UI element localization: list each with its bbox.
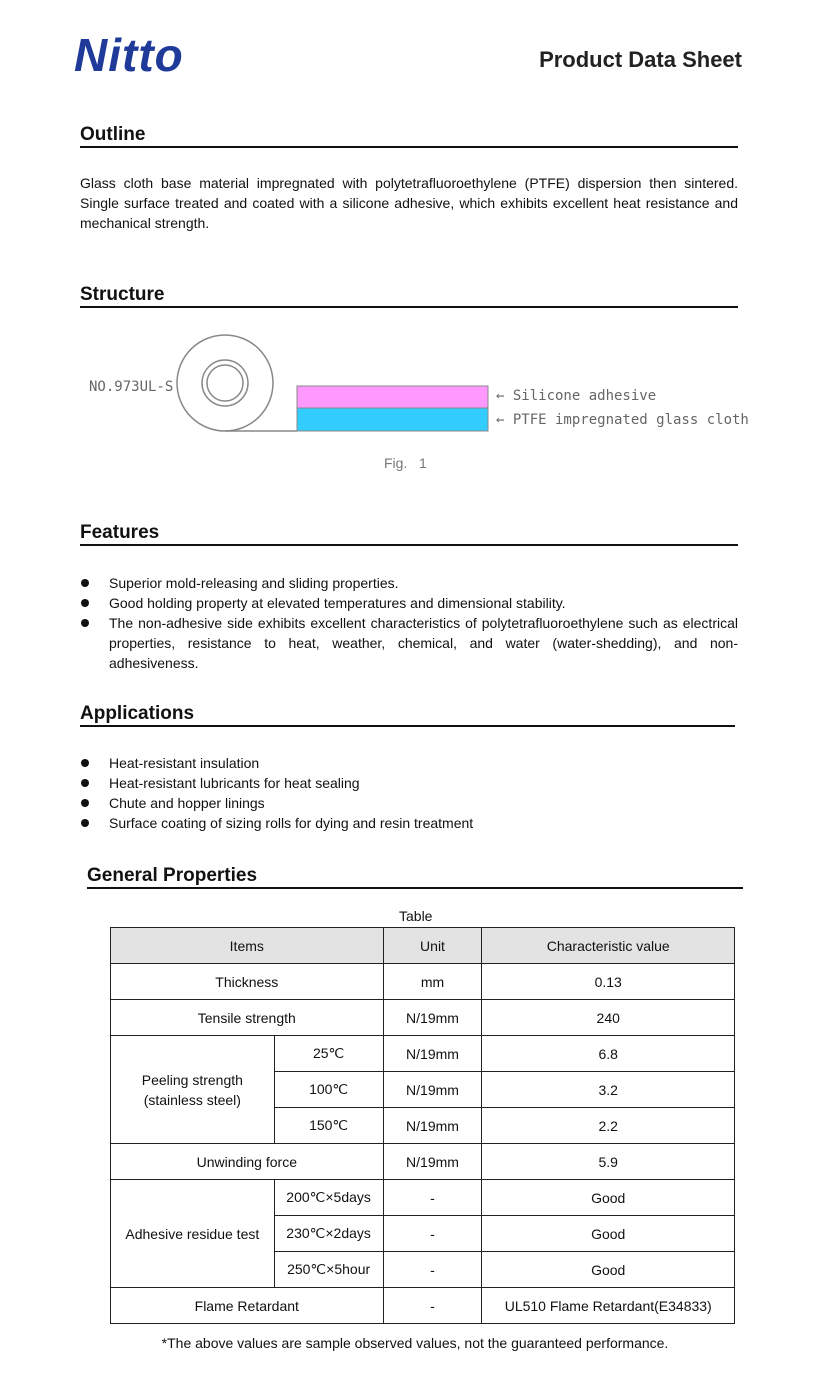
row-unit: N/19mm	[383, 1000, 482, 1036]
row-value: Good	[482, 1180, 735, 1216]
row-condition: 200℃×5days	[274, 1180, 383, 1216]
features-heading: Features	[80, 522, 738, 546]
table-row	[111, 1288, 735, 1324]
ptfe-cloth-label: ← PTFE impregnated glass cloth	[496, 412, 749, 428]
peeling-label	[111, 1036, 275, 1144]
roll-outer-ring	[177, 335, 273, 431]
row-value: 6.8	[482, 1036, 735, 1072]
page-title: Product Data Sheet	[539, 47, 742, 72]
table-row	[111, 1036, 735, 1072]
table-caption: Table	[399, 908, 433, 924]
row-value: UL510 Flame Retardant(E34833)	[482, 1288, 735, 1324]
outline-text: Glass cloth base material impregnated with polytetrafluoroethylene (PTFE) dispersion then sintered. Single surface treated and coated with a silicone adhesive, which exhibits excellent heat resistance and mechanical strength.	[80, 175, 738, 231]
row-unit: -	[383, 1288, 482, 1324]
list-item: Superior mold-releasing and sliding properties.	[80, 573, 738, 593]
list-item: Heat-resistant lubricants for heat sealing	[80, 773, 738, 793]
row-unit: -	[383, 1216, 482, 1252]
row-label: Unwinding force	[111, 1144, 384, 1180]
row-unit: mm	[383, 964, 482, 1000]
row-unit: N/19mm	[383, 1036, 482, 1072]
row-label: Flame Retardant	[111, 1288, 384, 1324]
properties-table	[110, 927, 735, 1324]
outline-heading: Outline	[80, 124, 738, 148]
product-label: NO.973UL-S	[89, 379, 174, 395]
silicone-adhesive-layer	[297, 386, 488, 408]
header-value: Characteristic value	[482, 928, 735, 964]
applications-list	[80, 753, 738, 833]
list-item: Surface coating of sizing rolls for dying and resin treatment	[80, 813, 738, 833]
figure-caption: Fig. 1	[384, 455, 427, 471]
table-row	[111, 964, 735, 1000]
table-row	[111, 1180, 735, 1216]
table-row	[111, 1144, 735, 1180]
row-label: Thickness	[111, 964, 384, 1000]
row-value: 0.13	[482, 964, 735, 1000]
tape-roll-diagram	[175, 333, 495, 435]
roll-core-inner	[207, 365, 243, 401]
row-label: Tensile strength	[111, 1000, 384, 1036]
list-item: Good holding property at elevated temperatures and dimensional stability.	[80, 593, 738, 613]
row-condition: 150℃	[274, 1108, 383, 1144]
list-item: Heat-resistant insulation	[80, 753, 738, 773]
row-value: 2.2	[482, 1108, 735, 1144]
row-value: Good	[482, 1252, 735, 1288]
row-value: 240	[482, 1000, 735, 1036]
silicone-adhesive-label: ← Silicone adhesive	[496, 388, 657, 404]
row-unit: -	[383, 1252, 482, 1288]
row-condition: 25℃	[274, 1036, 383, 1072]
header-items: Items	[111, 928, 384, 964]
row-unit: N/19mm	[383, 1072, 482, 1108]
ptfe-glass-cloth-layer	[297, 408, 488, 431]
row-unit: -	[383, 1180, 482, 1216]
header-unit: Unit	[383, 928, 482, 964]
row-value: Good	[482, 1216, 735, 1252]
list-item: Chute and hopper linings	[80, 793, 738, 813]
roll-core-outer	[202, 360, 248, 406]
row-unit: N/19mm	[383, 1144, 482, 1180]
list-item: The non-adhesive side exhibits excellent characteristics of polytetrafluoroethylene such as electrical properties, resistance to heat, weather, chemical, and water (water-shedding), and non-adhesiveness.	[80, 613, 738, 673]
table-header-row	[111, 928, 735, 964]
row-unit: N/19mm	[383, 1108, 482, 1144]
applications-heading: Applications	[80, 703, 735, 727]
structure-heading: Structure	[80, 284, 738, 308]
row-condition: 100℃	[274, 1072, 383, 1108]
features-list	[80, 573, 738, 673]
table-row	[111, 1000, 735, 1036]
nitto-logo: Nitto	[74, 29, 184, 81]
properties-heading: General Properties	[87, 865, 743, 889]
peeling-label-line1: Peeling strength	[141, 1071, 243, 1088]
row-condition: 230℃×2days	[274, 1216, 383, 1252]
row-condition: 250℃×5hour	[274, 1252, 383, 1288]
table-footnote: *The above values are sample observed values, not the guaranteed performance.	[161, 1335, 669, 1351]
residue-label: Adhesive residue test	[111, 1180, 275, 1288]
peeling-label-line2: (stainless steel)	[143, 1091, 241, 1108]
row-value: 5.9	[482, 1144, 735, 1180]
row-value: 3.2	[482, 1072, 735, 1108]
